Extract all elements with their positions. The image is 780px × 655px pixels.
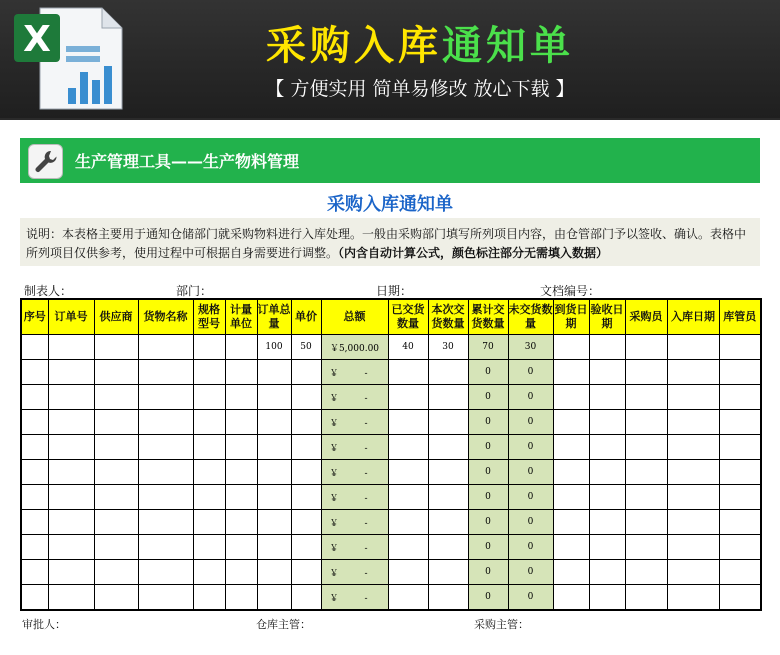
table-cell[interactable] <box>94 360 138 385</box>
this-delivery-cell[interactable] <box>428 535 468 560</box>
cumulative-cell[interactable]: 0 <box>468 510 508 535</box>
table-cell[interactable] <box>719 560 761 585</box>
table-cell[interactable] <box>625 335 667 360</box>
table-row <box>21 385 761 410</box>
amount-cell[interactable] <box>321 410 388 435</box>
receipt-table <box>20 298 762 611</box>
table-cell[interactable] <box>667 585 719 611</box>
svg-text:X: X <box>23 19 51 60</box>
delivered-cell[interactable] <box>388 360 428 385</box>
order-total-cell[interactable] <box>257 360 291 385</box>
table-cell[interactable] <box>138 585 193 611</box>
order-total-cell[interactable]: 100 <box>257 335 291 360</box>
table-cell[interactable] <box>94 510 138 535</box>
column-header: 订单总量 <box>257 299 291 335</box>
empty-dash: - <box>364 468 368 479</box>
banner-title <box>0 14 780 71</box>
delivered-cell[interactable] <box>388 585 428 611</box>
table-cell[interactable] <box>138 335 193 360</box>
table-cell[interactable] <box>553 560 589 585</box>
table-cell[interactable] <box>48 385 94 410</box>
currency-symbol: ￥ <box>329 418 339 429</box>
undelivered-cell[interactable]: 0 <box>508 360 553 385</box>
dept-field[interactable] <box>176 282 332 299</box>
cumulative-cell[interactable]: 70 <box>468 335 508 360</box>
cumulative-cell[interactable]: 0 <box>468 460 508 485</box>
currency-symbol: ￥ <box>329 468 339 479</box>
this-delivery-cell[interactable] <box>428 435 468 460</box>
doc-no-field[interactable] <box>540 282 730 299</box>
table-row <box>21 335 761 360</box>
table-cell[interactable] <box>193 510 225 535</box>
table-cell[interactable] <box>553 335 589 360</box>
amount-cell[interactable] <box>321 560 388 585</box>
table-cell[interactable] <box>589 560 625 585</box>
table-cell[interactable] <box>719 510 761 535</box>
table-cell[interactable] <box>225 360 257 385</box>
table-cell[interactable] <box>625 385 667 410</box>
column-header: 到货日期 <box>553 299 589 335</box>
cumulative-cell[interactable]: 0 <box>468 485 508 510</box>
table-cell[interactable] <box>667 510 719 535</box>
spreadsheet-sheet <box>0 120 780 655</box>
table-cell[interactable] <box>225 385 257 410</box>
column-header: 库管员 <box>719 299 761 335</box>
table-cell[interactable] <box>553 535 589 560</box>
delivered-cell[interactable] <box>388 410 428 435</box>
table-cell[interactable] <box>225 410 257 435</box>
approver-label: 审批人： <box>22 618 66 631</box>
undelivered-cell[interactable]: 30 <box>508 335 553 360</box>
table-cell[interactable] <box>193 360 225 385</box>
delivered-cell[interactable]: 40 <box>388 335 428 360</box>
undelivered-cell[interactable]: 0 <box>508 535 553 560</box>
table-cell[interactable] <box>225 435 257 460</box>
table-cell[interactable] <box>667 485 719 510</box>
table-row <box>21 485 761 510</box>
amount-cell[interactable] <box>321 485 388 510</box>
this-delivery-cell[interactable]: 30 <box>428 335 468 360</box>
column-header: 单价 <box>291 299 321 335</box>
this-delivery-cell[interactable] <box>428 460 468 485</box>
column-header: 序号 <box>21 299 48 335</box>
table-cell[interactable] <box>21 335 48 360</box>
table-cell[interactable] <box>193 410 225 435</box>
undelivered-cell[interactable]: 0 <box>508 385 553 410</box>
table-cell[interactable] <box>48 360 94 385</box>
unit-price-cell[interactable] <box>291 410 321 435</box>
column-header: 已交货数量 <box>388 299 428 335</box>
delivered-cell[interactable] <box>388 385 428 410</box>
table-cell[interactable] <box>138 535 193 560</box>
amount-cell[interactable] <box>321 385 388 410</box>
table-cell[interactable] <box>553 385 589 410</box>
table-cell[interactable] <box>94 410 138 435</box>
this-delivery-cell[interactable] <box>428 560 468 585</box>
column-header: 总额 <box>321 299 388 335</box>
currency-symbol: ￥ <box>329 393 339 404</box>
undelivered-cell[interactable]: 0 <box>508 585 553 611</box>
table-cell[interactable] <box>94 535 138 560</box>
table-cell[interactable] <box>94 385 138 410</box>
order-total-cell[interactable] <box>257 410 291 435</box>
empty-dash: - <box>364 443 368 454</box>
amount-cell[interactable] <box>321 510 388 535</box>
table-cell[interactable] <box>553 460 589 485</box>
table-cell[interactable] <box>589 585 625 611</box>
document-title: 采购入库通知单 <box>327 194 453 215</box>
table-cell[interactable] <box>94 485 138 510</box>
table-cell[interactable] <box>553 585 589 611</box>
table-cell[interactable] <box>667 335 719 360</box>
unit-price-cell[interactable] <box>291 460 321 485</box>
column-header: 订单号 <box>48 299 94 335</box>
order-total-cell[interactable] <box>257 485 291 510</box>
instructions-note <box>20 218 760 266</box>
table-cell[interactable] <box>719 535 761 560</box>
cumulative-cell[interactable]: 0 <box>468 535 508 560</box>
table-cell[interactable] <box>138 485 193 510</box>
unit-price-cell[interactable] <box>291 585 321 611</box>
table-cell[interactable] <box>94 335 138 360</box>
maker-field[interactable] <box>24 282 172 299</box>
table-cell[interactable] <box>193 460 225 485</box>
table-cell[interactable] <box>625 485 667 510</box>
date-label: 日期： <box>376 284 413 298</box>
table-cell[interactable] <box>589 385 625 410</box>
delivered-cell[interactable] <box>388 460 428 485</box>
order-total-cell[interactable] <box>257 510 291 535</box>
table-cell[interactable] <box>193 335 225 360</box>
table-cell[interactable] <box>193 535 225 560</box>
table-row <box>21 535 761 560</box>
table-cell[interactable] <box>625 460 667 485</box>
table-cell[interactable] <box>719 335 761 360</box>
unit-price-cell[interactable] <box>291 560 321 585</box>
table-cell[interactable] <box>667 410 719 435</box>
table-cell[interactable] <box>48 585 94 611</box>
currency-symbol: ￥ <box>329 368 339 379</box>
delivered-cell[interactable] <box>388 535 428 560</box>
table-cell[interactable] <box>625 535 667 560</box>
table-cell[interactable] <box>589 335 625 360</box>
cumulative-cell[interactable]: 0 <box>468 410 508 435</box>
amount-cell[interactable] <box>321 535 388 560</box>
column-header: 累计交货数量 <box>468 299 508 335</box>
table-cell[interactable] <box>719 385 761 410</box>
unit-price-cell[interactable]: 50 <box>291 335 321 360</box>
cumulative-cell[interactable]: 0 <box>468 435 508 460</box>
table-row <box>21 410 761 435</box>
cumulative-cell[interactable]: 0 <box>468 585 508 611</box>
table-cell[interactable] <box>21 360 48 385</box>
table-cell[interactable] <box>667 435 719 460</box>
table-cell[interactable] <box>21 560 48 585</box>
unit-price-cell[interactable] <box>291 360 321 385</box>
unit-price-cell[interactable] <box>291 435 321 460</box>
undelivered-cell[interactable]: 0 <box>508 485 553 510</box>
column-header: 本次交货数量 <box>428 299 468 335</box>
table-cell[interactable] <box>625 410 667 435</box>
table-cell[interactable] <box>21 485 48 510</box>
table-cell[interactable] <box>138 360 193 385</box>
table-cell[interactable] <box>225 585 257 611</box>
column-header: 采购员 <box>625 299 667 335</box>
table-cell[interactable] <box>625 360 667 385</box>
amount-cell[interactable] <box>321 360 388 385</box>
table-cell[interactable] <box>589 460 625 485</box>
unit-price-cell[interactable] <box>291 385 321 410</box>
table-cell[interactable] <box>138 385 193 410</box>
table-cell[interactable] <box>193 435 225 460</box>
empty-dash: - <box>364 418 368 429</box>
amount-cell[interactable] <box>321 585 388 611</box>
note-text: 说明：本表格主要用于通知仓储部门就采购物料进行入库处理。一般由采购部门填写所列项目内容，由仓管部门予以签收、确认。表格中所列项目仅供参考，使用过程中可根据自身需要进行调整。 <box>26 227 747 260</box>
currency-symbol: ￥ <box>329 493 339 504</box>
doc-no-label: 文档编号： <box>540 284 601 298</box>
table-cell[interactable] <box>48 535 94 560</box>
table-cell[interactable] <box>21 535 48 560</box>
table-cell[interactable] <box>193 585 225 611</box>
undelivered-cell[interactable]: 0 <box>508 460 553 485</box>
header-row <box>21 299 761 335</box>
delivered-cell[interactable] <box>388 510 428 535</box>
table-cell[interactable] <box>589 535 625 560</box>
table-cell[interactable] <box>94 435 138 460</box>
currency-symbol: ￥ <box>329 518 339 529</box>
table-cell[interactable] <box>48 485 94 510</box>
table-cell[interactable] <box>193 485 225 510</box>
table-cell[interactable] <box>553 485 589 510</box>
table-cell[interactable] <box>193 560 225 585</box>
purchasing-manager-label: 采购主管： <box>474 618 529 631</box>
currency-symbol: ￥ <box>329 593 339 604</box>
table-cell[interactable] <box>48 335 94 360</box>
table-cell[interactable] <box>138 510 193 535</box>
table-cell[interactable] <box>48 510 94 535</box>
column-header: 规格型号 <box>193 299 225 335</box>
table-cell[interactable] <box>138 460 193 485</box>
undelivered-cell[interactable]: 0 <box>508 435 553 460</box>
table-cell[interactable] <box>225 510 257 535</box>
table-cell[interactable] <box>719 460 761 485</box>
table-cell[interactable] <box>719 435 761 460</box>
table-cell[interactable] <box>21 585 48 611</box>
cumulative-cell[interactable]: 0 <box>468 385 508 410</box>
order-total-cell[interactable] <box>257 535 291 560</box>
table-cell[interactable] <box>553 410 589 435</box>
tool-title: 生产管理工具——生产物料管理 <box>75 152 300 171</box>
table-row <box>21 560 761 585</box>
unit-price-cell[interactable] <box>291 510 321 535</box>
column-header: 供应商 <box>94 299 138 335</box>
currency-symbol: ￥ <box>329 443 339 454</box>
this-delivery-cell[interactable] <box>428 510 468 535</box>
amount-cell[interactable]: ￥5,000.00 <box>321 335 388 360</box>
undelivered-cell[interactable]: 0 <box>508 410 553 435</box>
this-delivery-cell[interactable] <box>428 485 468 510</box>
table-cell[interactable] <box>667 460 719 485</box>
table-cell[interactable] <box>21 460 48 485</box>
this-delivery-cell[interactable] <box>428 410 468 435</box>
this-delivery-cell[interactable] <box>428 360 468 385</box>
table-cell[interactable] <box>625 560 667 585</box>
table-cell[interactable] <box>21 410 48 435</box>
table-cell[interactable] <box>225 335 257 360</box>
table-cell[interactable] <box>225 460 257 485</box>
table-cell[interactable] <box>138 410 193 435</box>
promo-banner <box>0 0 780 118</box>
banner-title-part1: 采购入库 <box>266 23 442 69</box>
banner-subtitle: 【 方便实用 简单易修改 放心下载 】 <box>265 78 575 100</box>
order-total-cell[interactable] <box>257 435 291 460</box>
delivered-cell[interactable] <box>388 485 428 510</box>
table-cell[interactable] <box>21 385 48 410</box>
this-delivery-cell[interactable] <box>428 385 468 410</box>
empty-dash: - <box>364 568 368 579</box>
order-total-cell[interactable] <box>257 460 291 485</box>
empty-dash: - <box>364 368 368 379</box>
table-cell[interactable] <box>589 360 625 385</box>
dept-label: 部门： <box>176 284 213 298</box>
table-cell[interactable] <box>589 485 625 510</box>
table-cell[interactable] <box>667 560 719 585</box>
empty-dash: - <box>364 543 368 554</box>
undelivered-cell[interactable]: 0 <box>508 510 553 535</box>
table-cell[interactable] <box>48 460 94 485</box>
table-cell[interactable] <box>719 410 761 435</box>
table-cell[interactable] <box>138 435 193 460</box>
column-header: 入库日期 <box>667 299 719 335</box>
date-field[interactable] <box>376 282 532 299</box>
table-cell[interactable] <box>225 535 257 560</box>
table-cell[interactable] <box>21 510 48 535</box>
table-cell[interactable] <box>667 535 719 560</box>
table-cell[interactable] <box>94 460 138 485</box>
table-cell[interactable] <box>719 360 761 385</box>
table-cell[interactable] <box>553 510 589 535</box>
empty-dash: - <box>364 518 368 529</box>
currency-symbol: ￥ <box>329 543 339 554</box>
table-row <box>21 460 761 485</box>
table-cell[interactable] <box>94 560 138 585</box>
amount-cell[interactable] <box>321 435 388 460</box>
order-total-cell[interactable] <box>257 585 291 611</box>
table-cell[interactable] <box>48 560 94 585</box>
table-cell[interactable] <box>625 435 667 460</box>
currency-symbol: ￥ <box>329 568 339 579</box>
undelivered-cell[interactable]: 0 <box>508 560 553 585</box>
table-cell[interactable] <box>193 385 225 410</box>
table-cell[interactable] <box>625 585 667 611</box>
table-cell[interactable] <box>589 435 625 460</box>
order-total-cell[interactable] <box>257 560 291 585</box>
table-cell[interactable] <box>553 360 589 385</box>
empty-dash: - <box>364 493 368 504</box>
delivered-cell[interactable] <box>388 435 428 460</box>
column-header: 计量单位 <box>225 299 257 335</box>
wrench-icon <box>28 144 63 179</box>
table-cell[interactable] <box>667 385 719 410</box>
column-header: 未交货数量 <box>508 299 553 335</box>
table-cell[interactable] <box>667 360 719 385</box>
table-row <box>21 360 761 385</box>
this-delivery-cell[interactable] <box>428 585 468 611</box>
banner-title-part2: 通知单 <box>442 23 574 69</box>
table-cell[interactable] <box>48 435 94 460</box>
table-cell[interactable] <box>225 560 257 585</box>
table-cell[interactable] <box>719 585 761 611</box>
delivered-cell[interactable] <box>388 560 428 585</box>
empty-dash: - <box>364 393 368 404</box>
table-cell[interactable] <box>21 435 48 460</box>
table-cell[interactable] <box>138 560 193 585</box>
maker-label: 制表人： <box>24 284 73 298</box>
table-cell[interactable] <box>94 585 138 611</box>
order-total-cell[interactable] <box>257 385 291 410</box>
table-cell[interactable] <box>625 510 667 535</box>
table-row <box>21 510 761 535</box>
table-cell[interactable] <box>589 510 625 535</box>
tool-header-bar <box>20 138 760 183</box>
table-cell[interactable] <box>589 410 625 435</box>
table-row <box>21 435 761 460</box>
table-cell[interactable] <box>225 485 257 510</box>
cumulative-cell[interactable]: 0 <box>468 560 508 585</box>
amount-cell[interactable] <box>321 460 388 485</box>
table-cell[interactable] <box>48 410 94 435</box>
column-header: 货物名称 <box>138 299 193 335</box>
unit-price-cell[interactable] <box>291 485 321 510</box>
table-row <box>21 585 761 611</box>
table-cell[interactable] <box>719 485 761 510</box>
cumulative-cell[interactable]: 0 <box>468 360 508 385</box>
warehouse-manager-label: 仓库主管： <box>256 618 311 631</box>
note-bold: （内含自动计算公式，颜色标注部分无需填入数据） <box>338 246 609 260</box>
table-cell[interactable] <box>553 435 589 460</box>
unit-price-cell[interactable] <box>291 535 321 560</box>
empty-dash: - <box>364 593 368 604</box>
column-header: 验收日期 <box>589 299 625 335</box>
